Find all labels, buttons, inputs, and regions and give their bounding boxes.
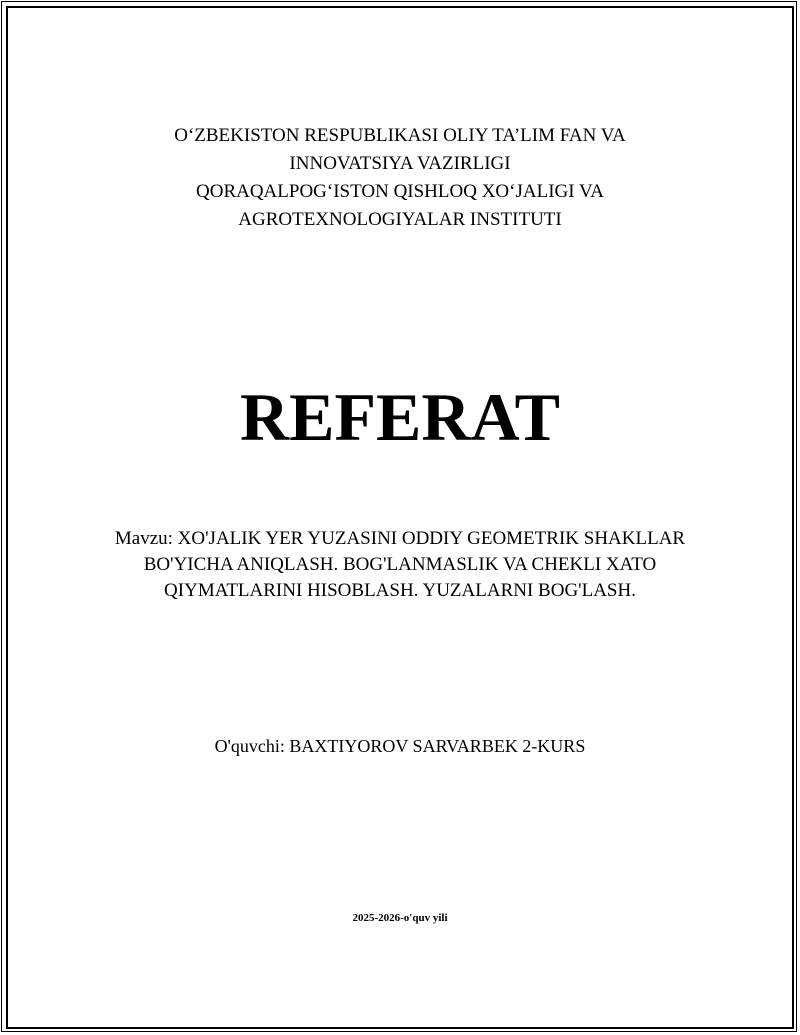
institution-heading [100, 122, 700, 234]
topic-line-3: QIYMATLARINI HISOBLASH. YUZALARNI BOG'LASH. [164, 580, 636, 601]
academic-year: 2025-2026-o'quv yili [352, 912, 448, 924]
heading-line-ministry-1: O‘ZBEKISTON RESPUBLIKASI OLIY TA’LIM FAN VA [174, 125, 626, 146]
topic-line-1: Mavzu: XO'JALIK YER YUZASINI ODDIY GEOMETRIK SHAKLLAR [114, 528, 686, 549]
heading-line-ministry-2: INNOVATSIYA VAZIRLIGI [289, 153, 511, 174]
document-title: REFERAT [240, 379, 560, 455]
topic-block [80, 526, 720, 604]
heading-line-institute-2: AGROTEXNOLOGIYALAR INSTITUTI [238, 209, 562, 230]
student-info: O'quvchi: BAXTIYOROV SARVARBEK 2-KURS [214, 736, 586, 756]
heading-line-institute-1: QORAQALPOG‘ISTON QISHLOQ XO‘JALIGI VA [196, 181, 604, 202]
topic-line-2: BO'YICHA ANIQLASH. BOG'LANMASLIK VA CHEKLI XATO [143, 554, 657, 575]
